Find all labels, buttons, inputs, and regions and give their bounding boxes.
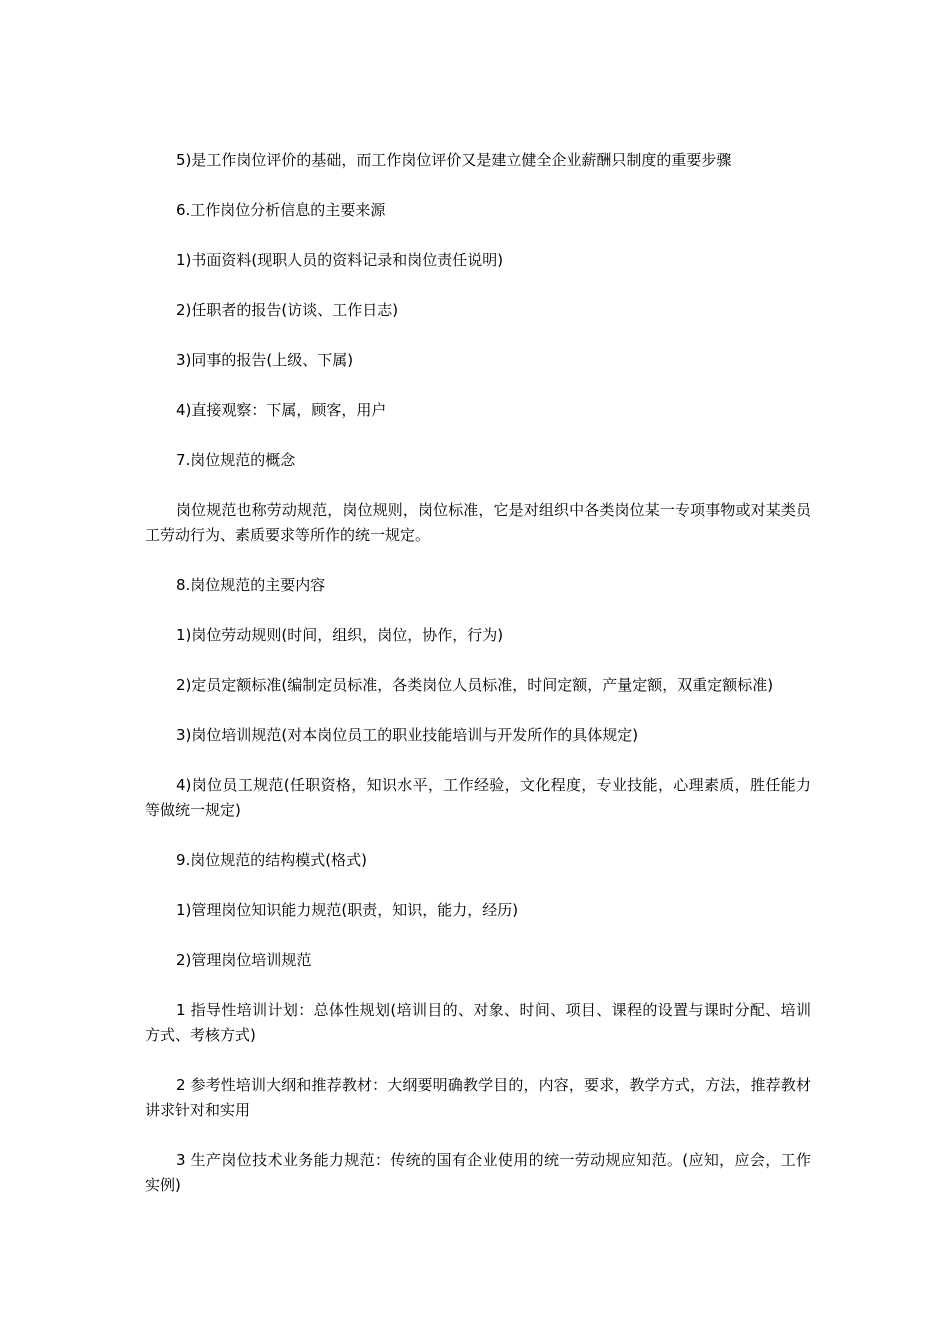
list-item: 3)同事的报告(上级、下属)	[176, 351, 354, 369]
section-heading: 7.岗位规范的概念	[176, 451, 296, 469]
list-item: 1)书面资料(现职人员的资料记录和岗位责任说明)	[176, 251, 504, 269]
list-item: 2)定员定额标准(编制定员标准，各类岗位人员标准，时间定额，产量定额，双重定额标准)	[176, 676, 774, 694]
list-item: 1 指导性培训计划：总体性规划(培训目的、对象、时间、项目、课程的设置与课时分配、培训方式、考核方式)	[145, 1001, 811, 1044]
list-item: 2 参考性培训大纲和推荐教材：大纲要明确教学目的，内容，要求，教学方式，方法，推荐教材讲求针对和实用	[145, 1076, 811, 1119]
list-item: 2)管理岗位培训规范	[176, 951, 312, 969]
document-body	[145, 148, 811, 1198]
section-heading: 6.工作岗位分析信息的主要来源	[176, 201, 386, 219]
paragraph: 岗位规范也称劳动规范，岗位规则，岗位标准，它是对组织中各类岗位某一专项事物或对某类员工劳动行为、素质要求等所作的统一规定。	[145, 501, 811, 544]
list-item: 1)岗位劳动规则(时间，组织，岗位，协作，行为)	[176, 626, 504, 644]
list-item: 2)任职者的报告(访谈、工作日志)	[176, 301, 399, 319]
list-item: 3 生产岗位技术业务能力规范：传统的国有企业使用的统一劳动规应知范。(应知，应会，工作实例)	[145, 1151, 811, 1194]
list-item: 4)直接观察：下属，顾客，用户	[176, 401, 387, 419]
section-heading: 8.岗位规范的主要内容	[176, 576, 326, 594]
section-heading: 9.岗位规范的结构模式(格式)	[176, 851, 368, 869]
paragraph: 5)是工作岗位评价的基础，而工作岗位评价又是建立健全企业薪酬只制度的重要步骤	[176, 151, 732, 169]
list-item: 3)岗位培训规范(对本岗位员工的职业技能培训与开发所作的具体规定)	[176, 726, 639, 744]
list-item: 1)管理岗位知识能力规范(职责，知识，能力，经历)	[176, 901, 519, 919]
list-item: 4)岗位员工规范(任职资格，知识水平，工作经验，文化程度，专业技能，心理素质，胜任能力等做统一规定)	[145, 776, 811, 819]
